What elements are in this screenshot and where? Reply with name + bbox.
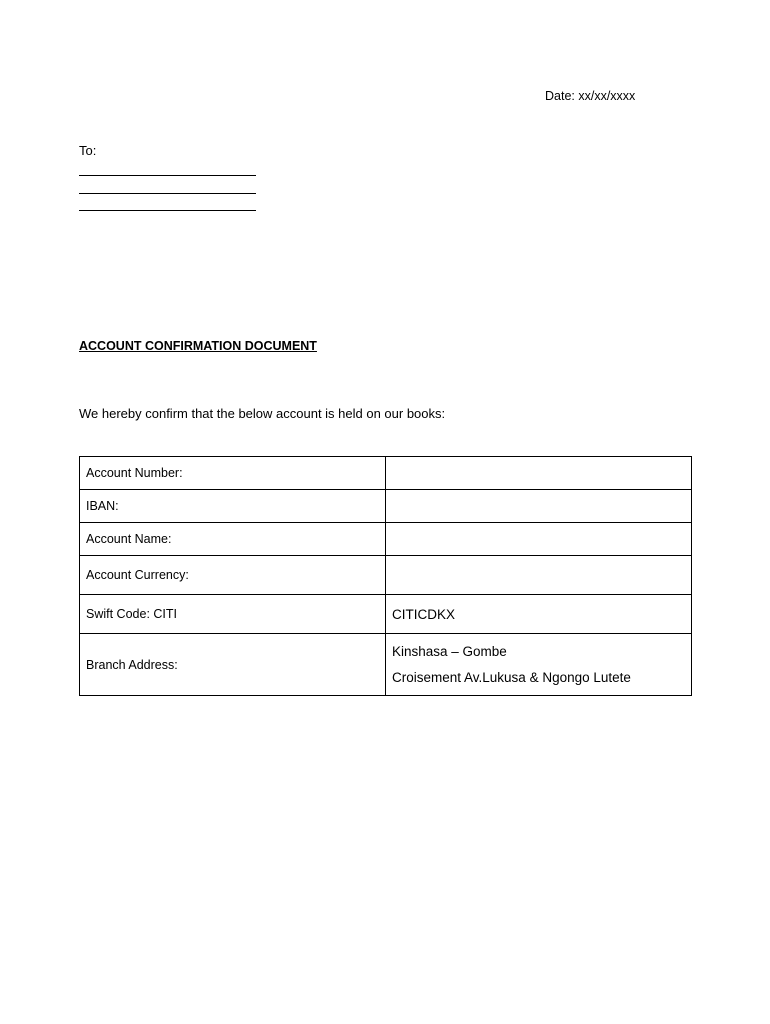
recipient-line-2 <box>79 193 256 194</box>
to-label: To: <box>79 143 97 158</box>
recipient-line-1 <box>79 175 256 176</box>
account-currency-label: Account Currency: <box>80 556 386 595</box>
swift-code-value: CITICDKX <box>386 595 692 634</box>
table-row <box>80 457 692 490</box>
iban-label: IBAN: <box>80 490 386 523</box>
branch-address-line-2: Croisement Av.Lukusa & Ngongo Lutete <box>392 669 631 685</box>
account-name-label: Account Name: <box>80 523 386 556</box>
branch-address-label: Branch Address: <box>80 634 386 696</box>
recipient-line-3 <box>79 210 256 211</box>
date-line: Date: xx/xx/xxxx <box>545 89 636 103</box>
account-name-value <box>386 523 692 556</box>
table-row <box>80 523 692 556</box>
iban-value <box>386 490 692 523</box>
intro-text: We hereby confirm that the below account is held on our books: <box>79 406 446 421</box>
table-row <box>80 595 692 634</box>
table-row <box>80 556 692 595</box>
branch-address-value <box>386 634 692 696</box>
account-number-label: Account Number: <box>80 457 386 490</box>
account-currency-value <box>386 556 692 595</box>
table-row <box>80 634 692 696</box>
document-title: ACCOUNT CONFIRMATION DOCUMENT <box>79 339 317 353</box>
table-row <box>80 490 692 523</box>
branch-address-line-1: Kinshasa – Gombe <box>392 643 507 659</box>
swift-code-label: Swift Code: CITI <box>80 595 386 634</box>
account-number-value <box>386 457 692 490</box>
account-table <box>79 456 692 696</box>
